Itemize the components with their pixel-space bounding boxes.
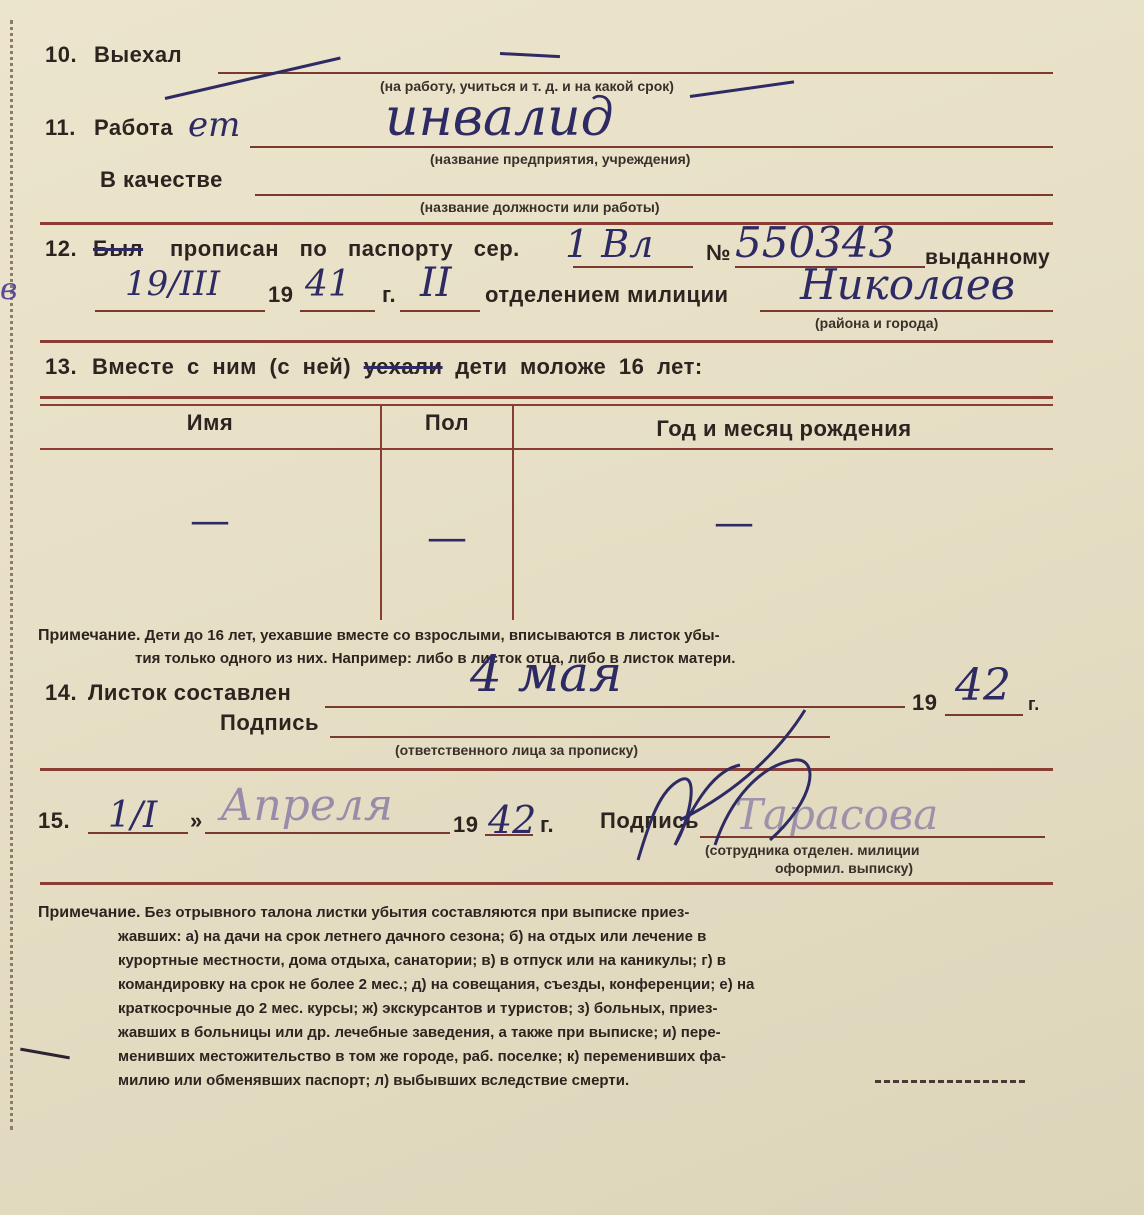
field10-dash-stroke xyxy=(500,52,560,58)
rule-after-12 xyxy=(40,340,1053,343)
field15-day-value: 1/I xyxy=(108,795,158,836)
field10-strike-stroke xyxy=(165,57,341,100)
field14-year-suffix: г. xyxy=(1028,694,1040,714)
table-header-rule xyxy=(40,448,1053,450)
note2-line-3: командировку на срок не более 2 мес.; д) на совещания, съезды, конференции; е) на xyxy=(118,976,755,993)
field15-signature-label: Подпись xyxy=(600,808,699,833)
rule-after-11 xyxy=(40,222,1053,225)
field12-number: 12. xyxy=(45,236,78,261)
field11-handwritten-suffix: ет xyxy=(188,105,241,145)
field12-passport-number: 550343 xyxy=(735,218,896,267)
field11-position-caption: (название должности или работы) xyxy=(420,199,660,215)
field12-issued-label: выданному xyxy=(925,246,1051,269)
field12-department-number: II xyxy=(420,260,452,306)
note2-label: Примечание. xyxy=(38,904,141,921)
field10-caption: (на работу, учиться и т. д. и на какой срок) xyxy=(380,78,674,94)
table-cell-sex: — xyxy=(427,515,467,561)
field13-text xyxy=(92,354,703,380)
field13-text-after: дети моложе 16 лет: xyxy=(455,354,703,379)
field11-position-line xyxy=(255,194,1053,196)
note2-line-4: краткосрочные до 2 мес. курсы; ж) экскурсантов и туристов; з) больных, приез- xyxy=(118,1000,718,1017)
field15-number: 15. xyxy=(38,808,71,833)
field12-department-label: отделением милиции xyxy=(485,282,729,307)
table-header-name: Имя xyxy=(186,410,234,435)
field12-city-caption: (района и города) xyxy=(815,315,939,331)
field15-year-value: 42 xyxy=(488,798,537,842)
table-top-rule-1 xyxy=(40,396,1053,399)
field15-quote: » xyxy=(190,808,203,833)
field12-struck-text: Был xyxy=(93,236,144,261)
field15-signature-caption-1: (сотрудника отделен. милиции xyxy=(705,842,920,858)
field14-label: Листок составлен xyxy=(88,680,292,705)
field12-number-sign: № xyxy=(706,240,732,265)
field11-line xyxy=(250,146,1053,148)
field14-year-line xyxy=(945,714,1023,716)
note2-line-0: Без отрывного талона листки убытия составляются при выписке приез- xyxy=(144,904,690,921)
signature-stroke xyxy=(638,710,810,860)
field10-label: Выехал xyxy=(94,42,183,67)
margin-pen-mark xyxy=(20,1048,70,1060)
table-col-divider-1 xyxy=(380,404,382,620)
table-top-rule-2 xyxy=(40,404,1053,406)
note1-label: Примечание. xyxy=(38,627,141,644)
field12-date-value: 19/III xyxy=(125,264,221,304)
field15-month-line xyxy=(205,832,450,834)
field14-number: 14. xyxy=(45,680,78,705)
table-header-birth: Год и месяц рождения xyxy=(656,416,912,441)
field12-date-line xyxy=(95,310,265,312)
field12-year-suffix: г. xyxy=(382,282,397,307)
note1-line1: Дети до 16 лет, уехавшие вместе со взрослыми, вписываются в листок убы- xyxy=(144,627,720,644)
field13-struck-word: уехали xyxy=(363,354,443,379)
field12-city-value: Николаев xyxy=(800,260,1016,309)
handwritten-signature xyxy=(620,670,850,890)
note2-line-6: менивших местожительство в том же городе, раб. поселке; к) переменивших фа- xyxy=(118,1048,726,1065)
note2-line-1: жавших: а) на дачи на срок летнего дачного сезона; б) на отдых или лечение в xyxy=(118,928,707,945)
note2-line-5: жавших в больницы или др. лечебные заведения, а также при выписке; и) пере- xyxy=(118,1024,721,1041)
field14-signature-caption: (ответственного лица за прописку) xyxy=(395,742,639,758)
note2-end-dash xyxy=(875,1080,1025,1083)
field12-city-line xyxy=(760,310,1053,312)
field12-dept-line xyxy=(400,310,480,312)
field15-signature-caption-2: оформил. выписку) xyxy=(775,860,914,876)
field14-year-value: 42 xyxy=(955,660,1011,711)
field12-series-line xyxy=(573,266,693,268)
field11-handwritten-value: инвалид xyxy=(385,88,614,148)
field10-number: 10. xyxy=(45,42,78,67)
note2-line-7: милию или обменявших паспорт; л) выбывших вследствие смерти. xyxy=(118,1072,630,1089)
field15-year-suffix: г. xyxy=(540,812,555,837)
field15-year-line xyxy=(485,834,533,836)
field12-margin-mark: в xyxy=(0,272,18,307)
field15-stamp-month: Апреля xyxy=(220,780,394,831)
note1-text xyxy=(38,627,720,645)
field13-text-before: Вместе с ним (с ней) xyxy=(92,354,352,379)
field14-date-value: 4 мая xyxy=(470,645,623,703)
field12-year-line xyxy=(300,310,375,312)
field15-day-line xyxy=(88,832,188,834)
table-cell-birth: — xyxy=(714,500,754,546)
note1-line2: тия только одного из них. Например: либо в листок отца, либо в листок матери. xyxy=(135,650,736,667)
field12-series-value: 1 Вл xyxy=(565,222,654,266)
field15-stamp-name: Тарасова xyxy=(735,790,939,839)
field12-year-value: 41 xyxy=(305,264,351,305)
note2-first-line xyxy=(38,904,689,922)
field10-strike-stroke-2 xyxy=(690,80,794,98)
field13-number: 13. xyxy=(45,354,78,379)
field12-text: прописан по паспорту сер. xyxy=(170,236,520,261)
perforation-edge xyxy=(10,20,23,1130)
field14-year-prefix: 19 xyxy=(912,690,938,715)
field15-year-prefix: 19 xyxy=(453,812,479,837)
field10-line xyxy=(218,72,1053,74)
rule-after-14 xyxy=(40,768,1053,771)
field12-year-prefix: 19 xyxy=(268,282,294,307)
field14-signature-label: Подпись xyxy=(220,710,319,735)
field12-struck-word xyxy=(93,236,143,262)
table-cell-name: — xyxy=(190,498,230,544)
rule-after-15 xyxy=(40,882,1053,885)
table-header-sex: Пол xyxy=(424,410,470,435)
field11-position-label: В качестве xyxy=(100,167,223,192)
field11-caption: (название предприятия, учреждения) xyxy=(430,151,691,167)
field11-number: 11. xyxy=(45,115,76,140)
field11-label: Работа xyxy=(94,115,174,140)
note2-line-2: курортные местности, дома отдыха, санатории; в) в отпуск или на каникулы; г) в xyxy=(118,952,726,969)
